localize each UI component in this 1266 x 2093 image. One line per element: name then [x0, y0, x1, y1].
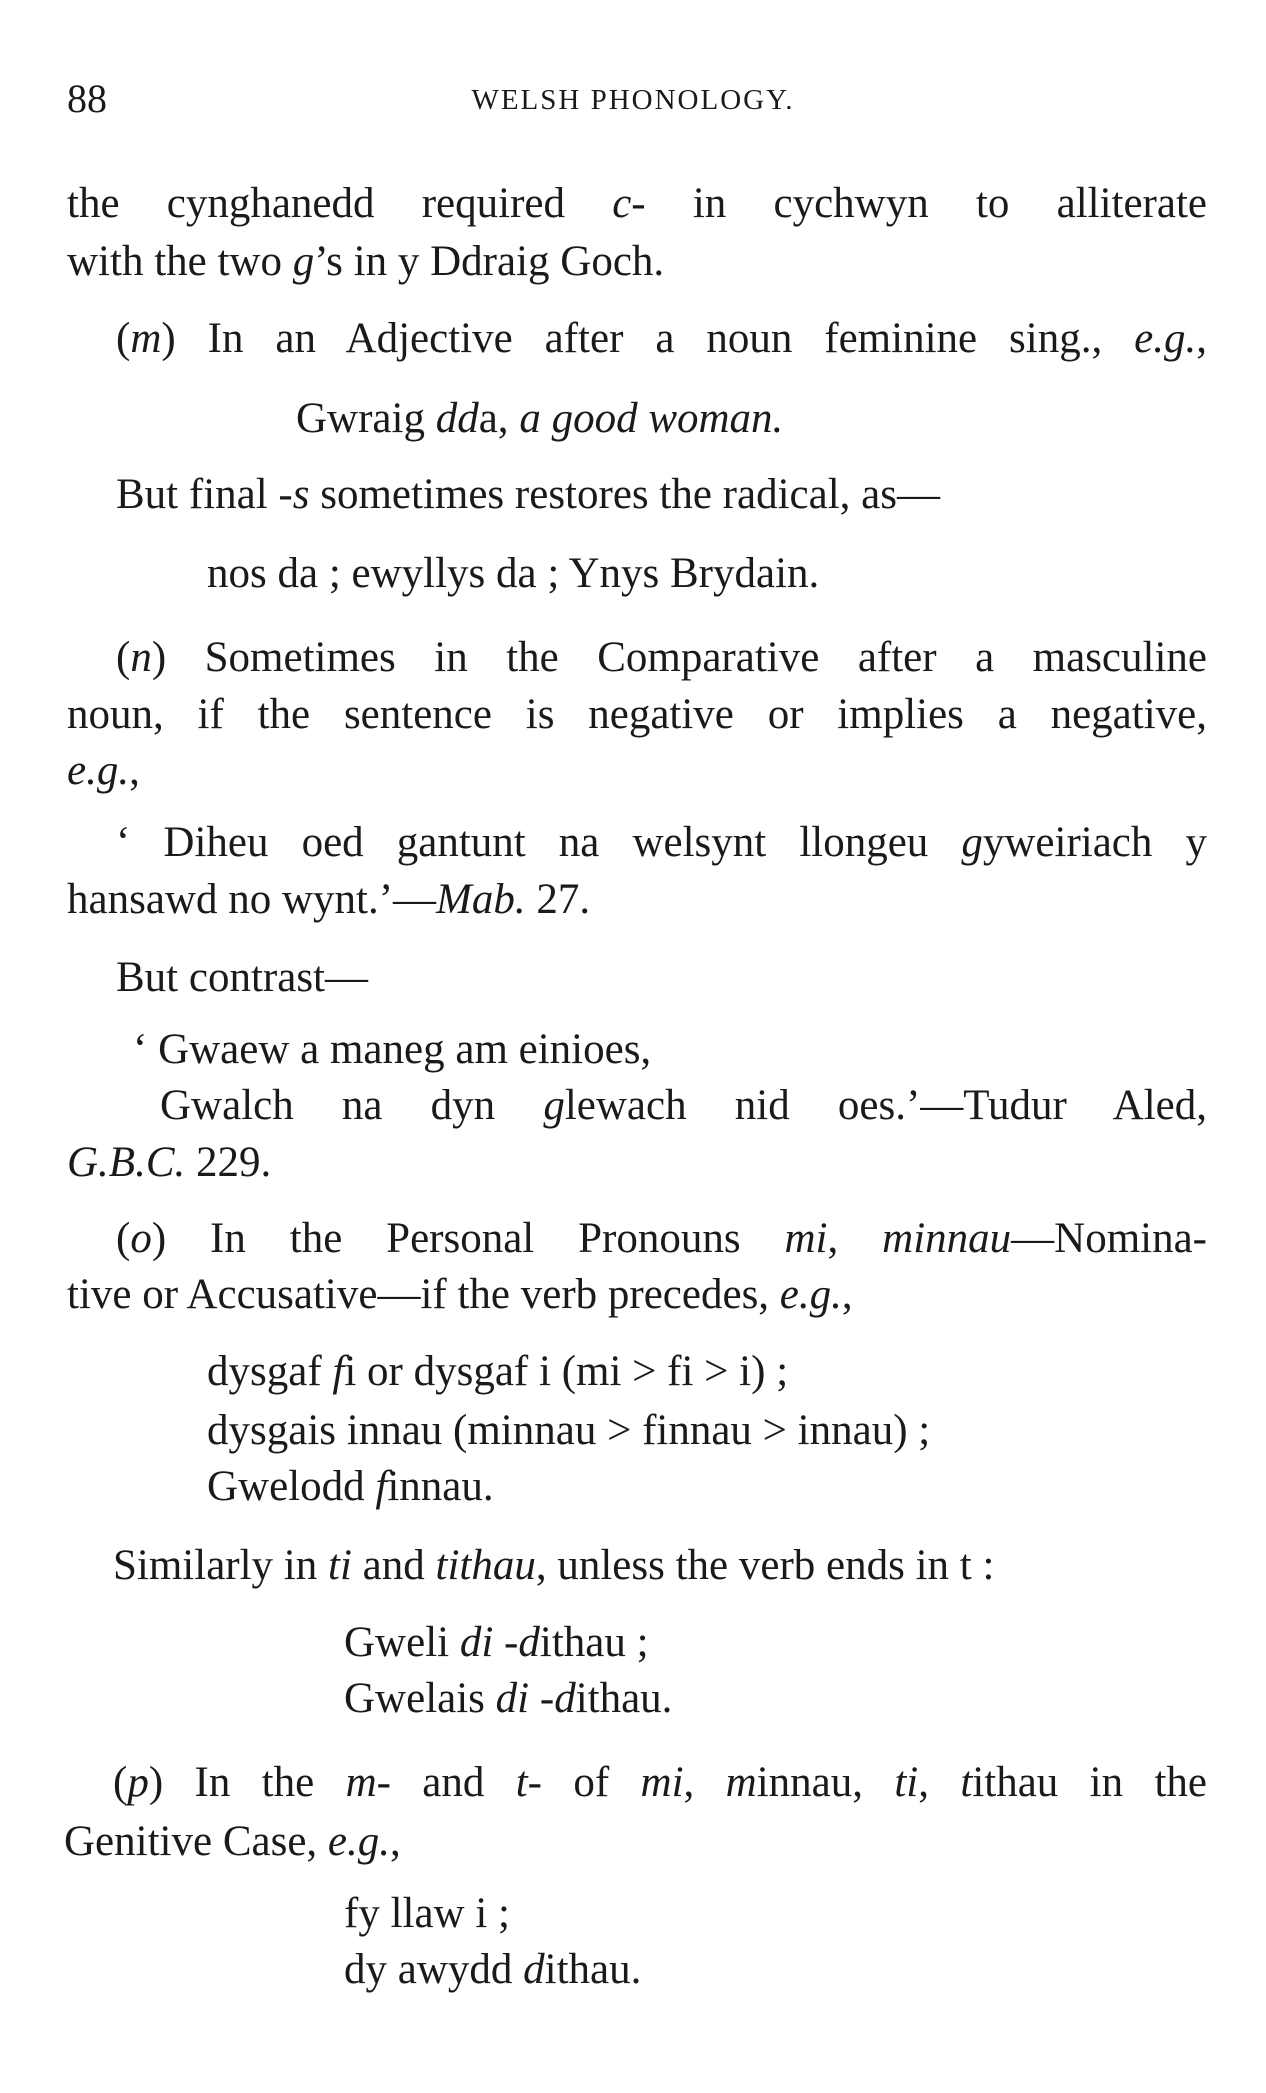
text-line	[296, 394, 783, 444]
text-run: nos da ; ewyllys da ; Ynys Brydain.	[207, 550, 820, 597]
text-run: ) In the	[148, 1759, 346, 1806]
text-line	[133, 1025, 651, 1075]
text-line	[344, 1945, 641, 1995]
text-run: of	[542, 1759, 641, 1806]
italic-text: m-	[345, 1759, 391, 1806]
text-run: ‘ Diheu oed gantunt na welsynt llongeu	[116, 819, 962, 866]
text-run: i or dysgaf i (mi > fi > i) ;	[344, 1348, 789, 1395]
text-line	[67, 179, 1207, 229]
text-run: (	[116, 634, 131, 681]
italic-text: mi	[640, 1759, 684, 1806]
italic-text: di	[459, 1619, 494, 1666]
text-line	[67, 1270, 853, 1320]
text-run: ,	[129, 747, 140, 794]
text-run: ithau.	[575, 1675, 673, 1722]
italic-text: g	[292, 238, 315, 285]
text-run: -	[493, 1619, 519, 1666]
text-line	[113, 1758, 1207, 1808]
italic-text: a good woman.	[519, 395, 784, 442]
italic-text: G.B.C.	[67, 1139, 186, 1186]
italic-text: f	[375, 1463, 388, 1510]
text-run: ,	[841, 1271, 853, 1318]
text-line	[116, 1214, 1207, 1264]
italic-text: mi	[784, 1215, 828, 1262]
italic-text: o	[130, 1215, 152, 1262]
text-run: lewach nid oes.’—Tudur Aled,	[564, 1082, 1207, 1129]
text-run: ithau in the	[972, 1759, 1207, 1806]
text-line	[67, 237, 664, 287]
running-title: WELSH PHONOLOGY.	[471, 84, 795, 116]
text-run: innau.	[387, 1463, 494, 1510]
italic-text: m	[725, 1759, 757, 1806]
text-run: noun, if the sentence is negative or implies a negative,	[67, 691, 1207, 738]
text-run: , unless the verb ends in t :	[535, 1542, 995, 1589]
text-line	[344, 1618, 649, 1668]
text-run: hansawd no wynt.’—	[67, 876, 437, 923]
text-run: Gwraig	[296, 395, 436, 442]
text-run: a,	[478, 395, 520, 442]
italic-text: m	[130, 315, 162, 362]
text-line	[67, 690, 1207, 740]
text-run: sometimes restores the radical, as—	[309, 471, 940, 518]
text-run: ,	[683, 1759, 726, 1806]
text-line	[67, 1138, 271, 1188]
text-run: (	[113, 1759, 128, 1806]
italic-text: di	[495, 1675, 530, 1722]
text-run: ithau ;	[539, 1619, 649, 1666]
text-run: ) Sometimes in the Comparative after a masculine	[151, 634, 1207, 681]
text-line	[207, 1406, 930, 1456]
text-run: Similarly in	[113, 1542, 328, 1589]
italic-text: s	[292, 471, 310, 518]
text-run: dysgais innau (minnau > finnau > innau) ;	[207, 1407, 931, 1454]
italic-text: g	[543, 1082, 565, 1129]
italic-text: e.g.	[327, 1818, 390, 1865]
text-line	[116, 633, 1207, 683]
text-run: But contrast—	[116, 954, 368, 1001]
italic-text: d	[518, 1619, 540, 1666]
text-run: fy llaw i ;	[344, 1890, 510, 1937]
text-run: Gwalch na dyn	[160, 1082, 544, 1129]
text-run: ’s in y Ddraig Goch.	[314, 238, 665, 285]
italic-text: e.g.	[779, 1271, 842, 1318]
italic-text: dd	[435, 395, 479, 442]
italic-text: t-	[515, 1759, 543, 1806]
text-run: ,	[918, 1759, 961, 1806]
text-line	[207, 1347, 788, 1397]
text-run: But final -	[116, 471, 293, 518]
text-line	[116, 818, 1207, 868]
text-run: yweiriach y	[982, 819, 1207, 866]
text-line	[64, 1817, 401, 1867]
text-run: and	[390, 1759, 516, 1806]
italic-text: n	[130, 634, 152, 681]
text-run: (	[116, 315, 131, 362]
italic-text: e.g.	[67, 747, 130, 794]
text-line	[67, 875, 590, 925]
italic-text: ti	[328, 1542, 352, 1589]
text-line	[344, 1674, 672, 1724]
text-line	[207, 549, 819, 599]
italic-text: e.g.	[1134, 315, 1197, 362]
text-line	[113, 1541, 994, 1591]
text-run: with the two	[67, 238, 293, 285]
text-line	[67, 746, 140, 796]
text-run: Gweli	[344, 1619, 460, 1666]
text-run: -	[529, 1675, 555, 1722]
page-number: 88	[67, 76, 107, 121]
text-run: dysgaf	[207, 1348, 333, 1395]
text-run: 229.	[185, 1139, 272, 1186]
italic-text: Mab.	[436, 876, 526, 923]
text-run: Gwelodd	[207, 1463, 376, 1510]
italic-text: p	[127, 1759, 149, 1806]
italic-text: d	[523, 1946, 545, 1993]
text-run: ithau.	[544, 1946, 642, 1993]
text-run: ‘ Gwaew a maneg am einioes,	[133, 1026, 652, 1073]
italic-text: d	[554, 1675, 576, 1722]
italic-text: g	[961, 819, 983, 866]
text-run: Gwelais	[344, 1675, 496, 1722]
italic-text: t	[960, 1759, 973, 1806]
text-line	[116, 314, 1207, 364]
text-run: 27.	[525, 876, 591, 923]
italic-text: ti	[894, 1759, 919, 1806]
text-line	[116, 953, 368, 1003]
text-run: Genitive Case,	[64, 1818, 328, 1865]
text-run: tive or Accusative—if the verb precedes,	[67, 1271, 780, 1318]
text-run: the cynghanedd required	[67, 180, 613, 227]
text-run: in cychwyn to alliterate	[645, 180, 1207, 227]
italic-text: c-	[612, 180, 646, 227]
text-run: (	[116, 1215, 131, 1262]
text-run: and	[351, 1542, 436, 1589]
text-run: innau,	[756, 1759, 895, 1806]
text-run: ) In an Adjective after a noun feminine sing.,	[161, 315, 1135, 362]
text-run: ,	[1196, 315, 1207, 362]
italic-text: tithau	[435, 1542, 536, 1589]
text-line	[344, 1889, 510, 1939]
text-line	[207, 1462, 494, 1512]
text-run: ,	[390, 1818, 401, 1865]
text-run: —Nomina-	[1011, 1215, 1207, 1262]
text-run: dy awydd	[344, 1946, 524, 1993]
text-line	[160, 1081, 1207, 1131]
italic-text: f	[332, 1348, 345, 1395]
text-line	[116, 470, 940, 520]
italic-text: minnau	[882, 1215, 1012, 1262]
text-run: ,	[827, 1215, 883, 1262]
text-run: ) In the Personal Pronouns	[151, 1215, 785, 1262]
